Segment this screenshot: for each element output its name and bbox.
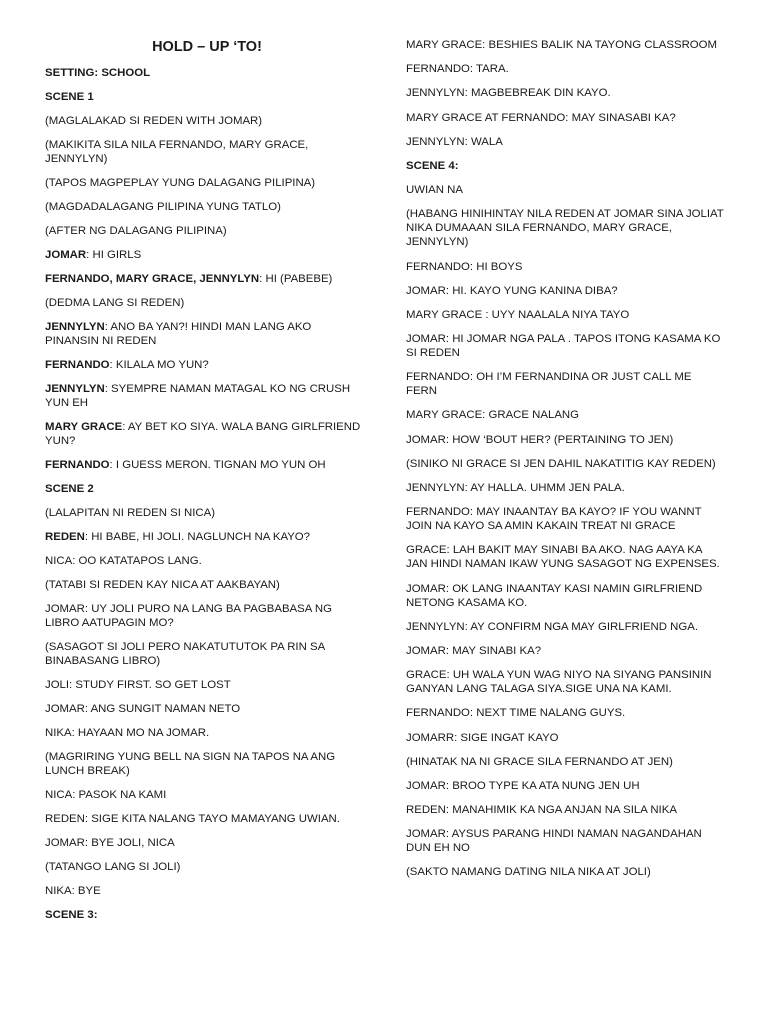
line-text: : AY BET KO SIYA. WALA BANG GIRLFRIEND YUN? — [45, 421, 361, 447]
script-line — [45, 812, 363, 826]
script-line — [406, 111, 724, 125]
script-line — [45, 884, 363, 898]
line-text: : I GUESS MERON. TIGNAN MO YUN OH — [109, 459, 326, 471]
speaker-label: MARY GRACE — [45, 421, 123, 433]
script-line — [406, 284, 724, 298]
script-line — [45, 420, 363, 448]
script-line — [406, 803, 724, 817]
script-line — [406, 260, 724, 274]
line-text: (MAGLALAKAD SI REDEN WITH JOMAR) — [45, 115, 263, 127]
speaker-label: SCENE 4: — [406, 159, 459, 172]
script-line — [45, 458, 363, 472]
script-line — [406, 620, 724, 634]
line-text: (AFTER NG DALAGANG PILIPINA) — [45, 225, 227, 237]
right-script-lines — [406, 38, 724, 879]
script-line — [406, 62, 724, 76]
left-column — [45, 38, 363, 932]
line-text: FERNANDO: NEXT TIME NALANG GUYS. — [406, 707, 626, 720]
left-script-lines — [45, 66, 363, 922]
line-text: JOMARR: SIGE INGAT KAYO — [406, 731, 559, 744]
line-text: JOMAR: AYSUS PARANG HINDI NAMAN NAGANDAHAN DUN EH NO — [406, 828, 702, 855]
script-line — [406, 706, 724, 720]
speaker-label: FERNANDO, MARY GRACE, JENNYLYN — [45, 273, 260, 285]
line-text: NIKA: BYE — [45, 885, 101, 897]
line-text: NIKA: HAYAAN MO NA JOMAR. — [45, 727, 210, 739]
script-line — [45, 90, 363, 104]
script-line — [45, 382, 363, 410]
line-text: JOMAR: UY JOLI PURO NA LANG BA PAGBABASA NG LIBRO AATUPAGIN MO? — [45, 603, 332, 629]
script-line — [45, 640, 363, 668]
line-text: JOLI: STUDY FIRST. SO GET LOST — [45, 679, 231, 691]
line-text: (TATABI SI REDEN KAY NICA AT AAKBAYAN) — [45, 579, 280, 591]
speaker-label: JENNYLYN — [45, 321, 105, 333]
line-text: JENNYLYN: AY HALLA. UHMM JEN PALA. — [406, 482, 625, 494]
line-text: JOMAR: OK LANG INAANTAY KASI NAMIN GIRLFRIEND NETONG KASAMA KO. — [406, 582, 703, 609]
speaker-label: FERNANDO — [45, 459, 110, 471]
right-column — [406, 38, 724, 890]
script-line — [45, 224, 363, 238]
line-text: JOMAR: MAY SINABI KA? — [406, 644, 542, 657]
line-text: MARY GRACE AT FERNANDO: MAY SINASABI KA? — [406, 111, 676, 124]
line-text: : ANO BA YAN?! HINDI MAN LANG AKO PINANSIN NI REDEN — [45, 321, 312, 347]
script-line — [45, 506, 363, 520]
line-text: JOMAR: HOW ‘BOUT HER? (PERTAINING TO JEN) — [406, 433, 674, 446]
line-text: MARY GRACE: GRACE NALANG — [406, 409, 580, 422]
script-line — [45, 200, 363, 214]
line-text: JOMAR: HI JOMAR NGA PALA . TAPOS ITONG KASAMA KO SI REDEN — [406, 333, 721, 360]
script-line — [406, 644, 724, 658]
script-line — [406, 865, 724, 879]
line-text: REDEN: MANAHIMIK KA NGA ANJAN NA SILA NIKA — [406, 804, 677, 817]
line-text: (SINIKO NI GRACE SI JEN DAHIL NAKATITIG KAY REDEN) — [406, 457, 716, 470]
line-text: (LALAPITAN NI REDEN SI NICA) — [45, 507, 216, 519]
script-line — [45, 908, 363, 922]
line-text: JOMAR: HI. KAYO YUNG KANINA DIBA? — [406, 284, 618, 297]
line-text: JOMAR: ANG SUNGIT NAMAN NETO — [45, 703, 241, 715]
line-text: REDEN: SIGE KITA NALANG TAYO MAMAYANG UWIAN. — [45, 813, 340, 825]
script-line — [45, 836, 363, 850]
line-text: GRACE: UH WALA YUN WAG NIYO NA SIYANG PANSININ GANYAN LANG TALAGA SIYA.SIGE UNA NA KAMI. — [406, 669, 712, 696]
script-line — [45, 320, 363, 348]
script-line — [406, 505, 724, 533]
line-text: NICA: PASOK NA KAMI — [45, 789, 167, 801]
line-text: : SYEMPRE NAMAN MATAGAL KO NG CRUSH YUN EH — [45, 383, 351, 409]
line-text: (SASAGOT SI JOLI PERO NAKATUTUTOK PA RIN SA BINABASANG LIBRO) — [45, 641, 325, 667]
script-line — [45, 726, 363, 740]
script-line — [406, 183, 724, 197]
script-line — [406, 582, 724, 610]
script-line — [406, 207, 724, 249]
script-line — [45, 750, 363, 778]
script-line — [45, 702, 363, 716]
script-line — [406, 135, 724, 149]
script-line — [45, 272, 363, 286]
speaker-label: JOMAR — [45, 249, 87, 261]
script-line — [406, 731, 724, 745]
script-line — [406, 408, 724, 422]
script-line — [406, 755, 724, 769]
script-line — [45, 530, 363, 544]
speaker-label: JENNYLYN — [45, 383, 105, 395]
script-line — [406, 457, 724, 471]
script-line — [406, 308, 724, 322]
line-text: (TAPOS MAGPEPLAY YUNG DALAGANG PILIPINA) — [45, 177, 316, 189]
line-text: (SAKTO NAMANG DATING NILA NIKA AT JOLI) — [406, 866, 651, 879]
script-line — [406, 86, 724, 100]
script-line — [45, 248, 363, 262]
line-text: JOMAR: BROO TYPE KA ATA NUNG JEN UH — [406, 779, 640, 792]
line-text: : HI GIRLS — [86, 249, 142, 261]
script-line — [406, 370, 724, 398]
line-text: GRACE: LAH BAKIT MAY SINABI BA AKO. NAG AAYA KA JAN HINDI NAMAN IKAW YUNG SASAGOT NG EXPENSES. — [406, 544, 720, 571]
line-text: (MAKIKITA SILA NILA FERNANDO, MARY GRACE, JENNYLYN) — [45, 139, 309, 165]
line-text: UWIAN NA — [406, 184, 463, 197]
line-text: JENNYLYN: MAGBEBREAK DIN KAYO. — [406, 87, 611, 100]
document-title: HOLD – UP ‘TO! — [152, 39, 262, 55]
script-line — [45, 358, 363, 372]
line-text: JENNYLYN: WALA — [406, 135, 503, 148]
script-line — [406, 38, 724, 52]
script-line — [406, 433, 724, 447]
script-line — [45, 114, 363, 128]
line-text: : KILALA MO YUN? — [109, 359, 209, 371]
line-text: FERNANDO: HI BOYS — [406, 260, 523, 273]
line-text: (HINATAK NA NI GRACE SILA FERNANDO AT JEN) — [406, 755, 673, 768]
script-line — [45, 176, 363, 190]
script-line — [406, 827, 724, 855]
line-text: : HI BABE, HI JOLI. NAGLUNCH NA KAYO? — [84, 531, 311, 543]
script-line — [406, 779, 724, 793]
line-text: FERNANDO: MAY INAANTAY BA KAYO? IF YOU WANNT JOIN NA KAYO SA AMIN KAKAIN TREAT NI GRACE — [406, 506, 702, 533]
script-line — [45, 138, 363, 166]
script-line — [406, 159, 724, 173]
script-line — [45, 578, 363, 592]
script-line — [45, 482, 363, 496]
line-text: NICA: OO KATATAPOS LANG. — [45, 555, 202, 567]
line-text: MARY GRACE: BESHIES BALIK NA TAYONG CLASSROOM — [406, 39, 718, 51]
script-line — [406, 543, 724, 571]
line-text: (MAGRIRING YUNG BELL NA SIGN NA TAPOS NA ANG LUNCH BREAK) — [45, 751, 336, 777]
script-line — [45, 860, 363, 874]
script-line — [406, 481, 724, 495]
script-line — [45, 602, 363, 630]
line-text: MARY GRACE : UYY NAALALA NIYA TAYO — [406, 308, 630, 321]
script-line — [45, 788, 363, 802]
speaker-label: SETTING: SCHOOL — [45, 67, 151, 79]
script-line — [406, 668, 724, 696]
speaker-label: FERNANDO — [45, 359, 110, 371]
line-text: : HI (PABEBE) — [259, 273, 333, 285]
speaker-label: SCENE 1 — [45, 91, 94, 103]
script-line — [45, 66, 363, 80]
line-text: (DEDMA LANG SI REDEN) — [45, 297, 185, 309]
line-text: FERNANDO: TARA. — [406, 63, 509, 76]
line-text: JOMAR: BYE JOLI, NICA — [45, 837, 175, 849]
script-line — [45, 678, 363, 692]
line-text: JENNYLYN: AY CONFIRM NGA MAY GIRLFRIEND NGA. — [406, 620, 698, 633]
speaker-label: SCENE 2 — [45, 483, 94, 495]
script-line — [45, 554, 363, 568]
line-text: (MAGDADALAGANG PILIPINA YUNG TATLO) — [45, 201, 281, 213]
speaker-label: SCENE 3: — [45, 909, 98, 921]
speaker-label: REDEN — [45, 531, 85, 543]
line-text: (HABANG HINIHINTAY NILA REDEN AT JOMAR SINA JOLIAT NIKA DUMAAAN SILA FERNANDO, MARY GRACE, JENNYLYN) — [406, 208, 724, 249]
line-text: FERNANDO: OH I’M FERNANDINA OR JUST CALL ME FERN — [406, 371, 692, 398]
script-line — [406, 332, 724, 360]
line-text: (TATANGO LANG SI JOLI) — [45, 861, 181, 873]
script-line — [45, 296, 363, 310]
